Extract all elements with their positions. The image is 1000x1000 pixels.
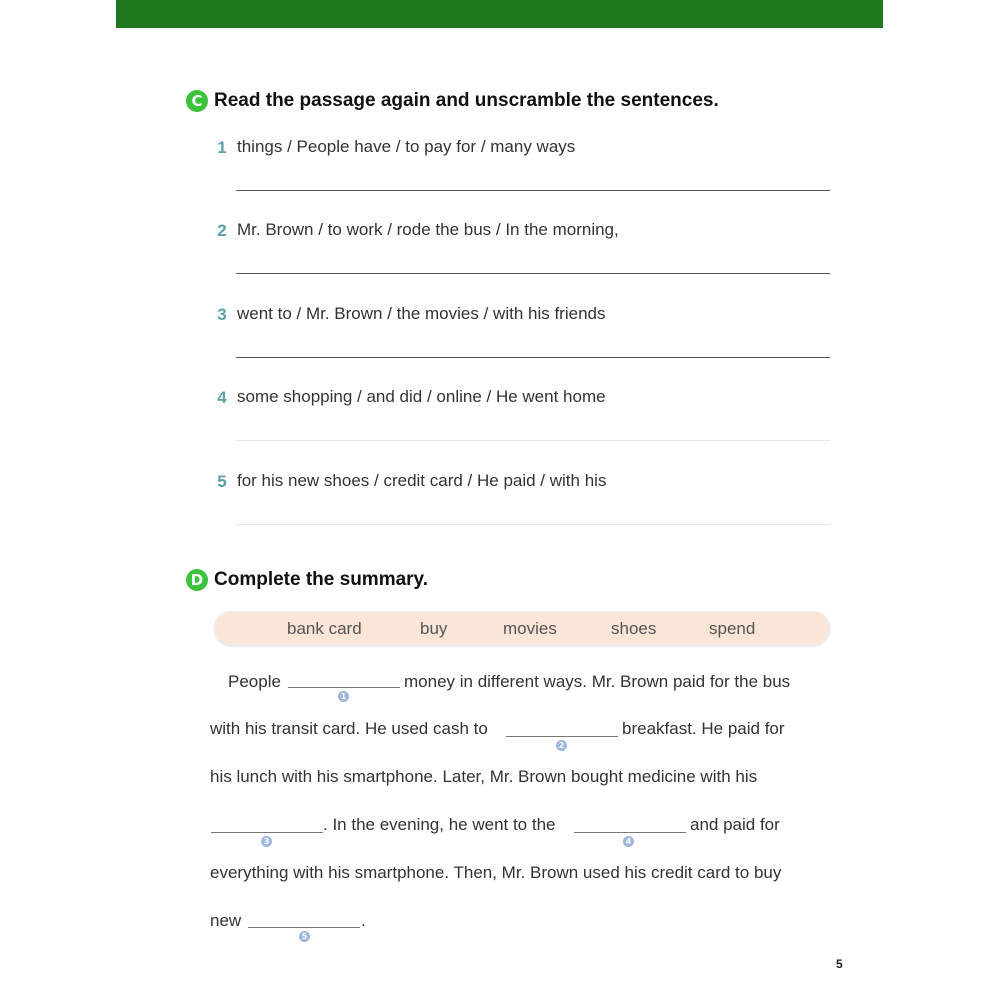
answer-line-4[interactable] — [236, 440, 830, 441]
summary-text: with his transit card. He used cash to — [210, 719, 488, 738]
section-c-heading — [186, 90, 719, 112]
summary-text: People — [228, 672, 281, 691]
blank-4-number: 4 — [623, 836, 634, 847]
question-2-number: 2 — [217, 221, 227, 240]
word-bank-item: spend — [709, 619, 756, 638]
summary-text: his lunch with his smartphone. Later, Mr. Brown bought medicine with his — [210, 767, 758, 786]
summary-text: money in different ways. Mr. Brown paid for the bus — [404, 672, 791, 691]
blank-1-number: 1 — [338, 691, 349, 702]
page-number: 5 — [836, 957, 843, 971]
question-5-number: 5 — [217, 472, 227, 491]
summary-text: . In the evening, he went to the — [323, 815, 556, 834]
blank-3-number: 3 — [261, 836, 272, 847]
answer-line-5[interactable] — [236, 524, 830, 525]
summary-text: everything with his smartphone. Then, Mr. Brown used his credit card to buy — [210, 863, 782, 882]
section-c-badge: C — [186, 90, 208, 112]
summary-blank-1[interactable] — [288, 687, 400, 688]
summary-text: and paid for — [690, 815, 780, 834]
summary-blank-3[interactable] — [211, 832, 323, 833]
section-d-heading — [186, 569, 428, 591]
summary-blank-4[interactable] — [574, 832, 686, 833]
question-3-number: 3 — [217, 305, 227, 324]
answer-line-3[interactable] — [236, 357, 830, 358]
section-d-title: Complete the summary. — [214, 569, 428, 590]
question-1-text: things / People have / to pay for / many ways — [237, 137, 576, 156]
answer-line-2[interactable] — [236, 273, 830, 274]
word-bank-item: buy — [420, 619, 448, 638]
word-bank-item: movies — [503, 619, 557, 638]
question-2-text: Mr. Brown / to work / rode the bus / In the morning, — [237, 220, 619, 239]
summary-blank-2[interactable] — [506, 736, 618, 737]
word-bank-item: shoes — [611, 619, 657, 638]
question-4-text: some shopping / and did / online / He went home — [237, 387, 606, 406]
summary-text: breakfast. He paid for — [622, 719, 785, 738]
section-d-badge: D — [186, 569, 208, 591]
question-1-number: 1 — [217, 138, 227, 157]
answer-line-1[interactable] — [236, 190, 830, 191]
question-3-text: went to / Mr. Brown / the movies / with his friends — [237, 304, 606, 323]
question-4-number: 4 — [217, 388, 227, 407]
summary-text: . — [361, 911, 366, 930]
question-5-text: for his new shoes / credit card / He paid / with his — [237, 471, 607, 490]
word-bank-item: bank card — [287, 619, 362, 638]
summary-blank-5[interactable] — [248, 927, 360, 928]
header-bar — [116, 0, 883, 28]
section-c-title: Read the passage again and unscramble the sentences. — [214, 90, 719, 111]
summary-text: new — [210, 911, 242, 930]
blank-5-number: 5 — [299, 931, 310, 942]
blank-2-number: 2 — [556, 740, 567, 751]
